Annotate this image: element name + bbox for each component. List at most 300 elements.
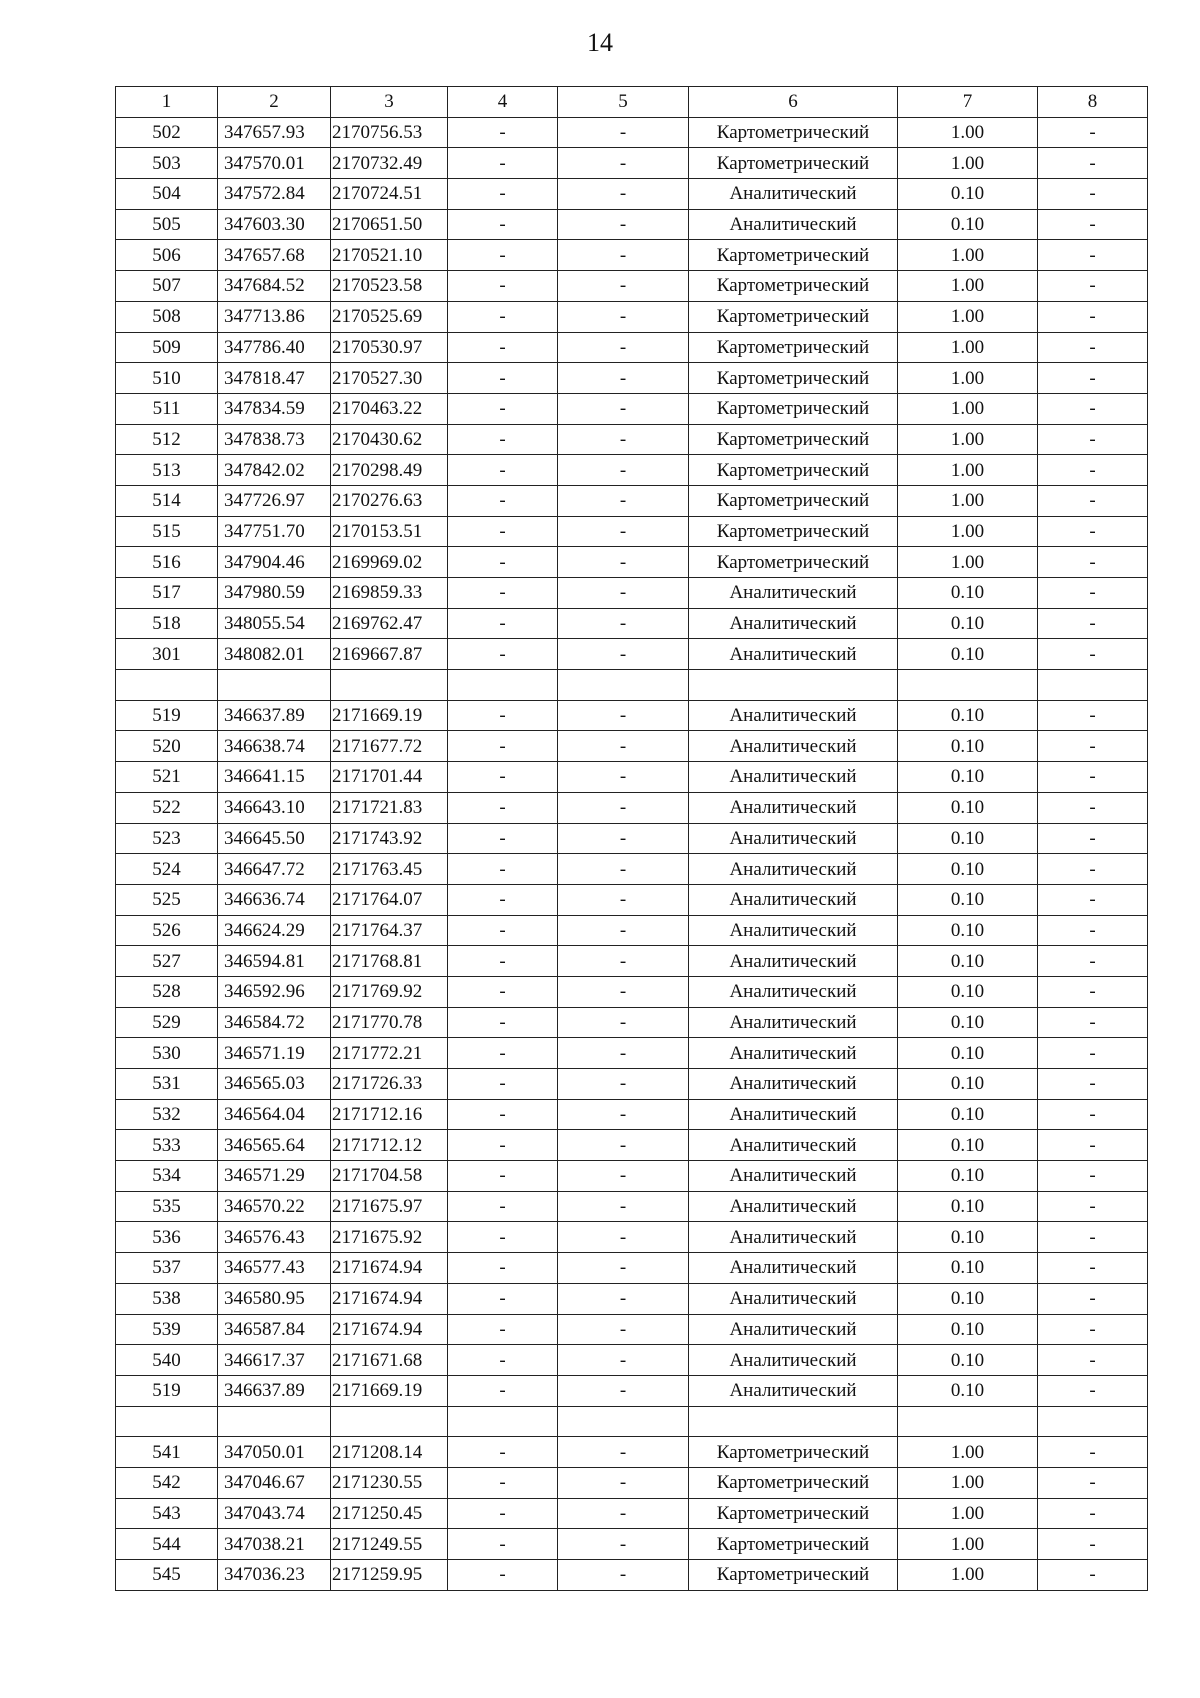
cell-y-coordinate: 2171721.83	[331, 792, 448, 823]
table-row	[116, 1314, 1148, 1345]
cell-y-coordinate: 2171675.92	[331, 1222, 448, 1253]
cell-x-coordinate: 347818.47	[218, 363, 331, 394]
cell-method	[689, 1406, 898, 1437]
cell-method: Аналитический	[689, 946, 898, 977]
cell-x-coordinate: 346638.74	[218, 731, 331, 762]
cell-point-number: 513	[116, 455, 218, 486]
cell-column-8: -	[1038, 792, 1148, 823]
table-row	[116, 1345, 1148, 1376]
cell-y-coordinate	[331, 1406, 448, 1437]
cell-accuracy: 1.00	[898, 424, 1038, 455]
cell-x-coordinate: 347980.59	[218, 578, 331, 609]
cell-y-coordinate: 2171726.33	[331, 1069, 448, 1100]
cell-point-number	[116, 1406, 218, 1437]
cell-x-coordinate: 346570.22	[218, 1191, 331, 1222]
cell-x-coordinate: 346571.29	[218, 1161, 331, 1192]
cell-point-number: 508	[116, 301, 218, 332]
table-row	[116, 762, 1148, 793]
table-row	[116, 1467, 1148, 1498]
cell-x-coordinate: 346645.50	[218, 823, 331, 854]
cell-column-5: -	[558, 363, 689, 394]
cell-column-4: -	[448, 976, 558, 1007]
cell-column-8	[1038, 670, 1148, 701]
cell-column-5: -	[558, 762, 689, 793]
cell-y-coordinate: 2171259.95	[331, 1560, 448, 1591]
cell-column-5: -	[558, 731, 689, 762]
cell-column-8: -	[1038, 731, 1148, 762]
cell-point-number: 530	[116, 1038, 218, 1069]
cell-column-5: -	[558, 1498, 689, 1529]
cell-column-8: -	[1038, 608, 1148, 639]
table-row	[116, 823, 1148, 854]
cell-accuracy: 0.10	[898, 1283, 1038, 1314]
cell-y-coordinate: 2170430.62	[331, 424, 448, 455]
cell-y-coordinate: 2170525.69	[331, 301, 448, 332]
cell-accuracy: 0.10	[898, 700, 1038, 731]
cell-column-8: -	[1038, 117, 1148, 148]
cell-x-coordinate: 347038.21	[218, 1529, 331, 1560]
cell-column-8: -	[1038, 1069, 1148, 1100]
cell-x-coordinate: 347751.70	[218, 516, 331, 547]
cell-accuracy: 0.10	[898, 946, 1038, 977]
table-row	[116, 915, 1148, 946]
cell-column-8: -	[1038, 1314, 1148, 1345]
cell-point-number: 522	[116, 792, 218, 823]
cell-column-4: -	[448, 117, 558, 148]
table-row	[116, 1038, 1148, 1069]
table-row	[116, 1283, 1148, 1314]
cell-accuracy: 0.10	[898, 854, 1038, 885]
cell-column-8: -	[1038, 915, 1148, 946]
cell-y-coordinate: 2171743.92	[331, 823, 448, 854]
cell-point-number: 503	[116, 148, 218, 179]
table-row	[116, 731, 1148, 762]
cell-x-coordinate: 347786.40	[218, 332, 331, 363]
table-row	[116, 884, 1148, 915]
cell-column-4: -	[448, 762, 558, 793]
cell-x-coordinate: 346637.89	[218, 700, 331, 731]
cell-column-4: -	[448, 148, 558, 179]
cell-x-coordinate: 346565.03	[218, 1069, 331, 1100]
cell-column-4: -	[448, 578, 558, 609]
cell-y-coordinate: 2171764.07	[331, 884, 448, 915]
cell-y-coordinate: 2171701.44	[331, 762, 448, 793]
cell-column-4: -	[448, 823, 558, 854]
cell-y-coordinate: 2171671.68	[331, 1345, 448, 1376]
cell-y-coordinate: 2171675.97	[331, 1191, 448, 1222]
cell-column-8: -	[1038, 854, 1148, 885]
cell-accuracy: 0.10	[898, 1375, 1038, 1406]
cell-method: Аналитический	[689, 762, 898, 793]
cell-method: Аналитический	[689, 1191, 898, 1222]
cell-column-5: -	[558, 1283, 689, 1314]
cell-point-number: 540	[116, 1345, 218, 1376]
page-number: 14	[587, 28, 613, 57]
cell-column-4: -	[448, 1467, 558, 1498]
cell-column-8: -	[1038, 1130, 1148, 1161]
cell-column-4: -	[448, 700, 558, 731]
cell-point-number: 512	[116, 424, 218, 455]
cell-method: Аналитический	[689, 639, 898, 670]
cell-column-4: -	[448, 1222, 558, 1253]
table-row	[116, 946, 1148, 977]
cell-point-number	[116, 670, 218, 701]
cell-accuracy: 0.10	[898, 639, 1038, 670]
cell-accuracy: 1.00	[898, 117, 1038, 148]
cell-method: Аналитический	[689, 608, 898, 639]
cell-point-number: 515	[116, 516, 218, 547]
cell-column-5: -	[558, 700, 689, 731]
cell-y-coordinate: 2171669.19	[331, 700, 448, 731]
cell-column-8: -	[1038, 1161, 1148, 1192]
cell-column-8: -	[1038, 1099, 1148, 1130]
cell-method: Аналитический	[689, 854, 898, 885]
cell-x-coordinate: 347603.30	[218, 209, 331, 240]
cell-method: Картометрический	[689, 424, 898, 455]
cell-method: Картометрический	[689, 393, 898, 424]
cell-method: Аналитический	[689, 179, 898, 210]
table-row	[116, 578, 1148, 609]
column-header-5: 5	[558, 87, 689, 118]
cell-column-4: -	[448, 179, 558, 210]
cell-column-5: -	[558, 1467, 689, 1498]
cell-point-number: 526	[116, 915, 218, 946]
cell-method: Картометрический	[689, 332, 898, 363]
cell-accuracy: 0.10	[898, 608, 1038, 639]
cell-x-coordinate: 346592.96	[218, 976, 331, 1007]
cell-column-8: -	[1038, 1560, 1148, 1591]
cell-column-5: -	[558, 148, 689, 179]
cell-x-coordinate: 346636.74	[218, 884, 331, 915]
cell-y-coordinate: 2170651.50	[331, 209, 448, 240]
table-row	[116, 639, 1148, 670]
table-row	[116, 1406, 1148, 1437]
cell-method: Картометрический	[689, 1437, 898, 1468]
cell-column-5: -	[558, 1529, 689, 1560]
cell-column-8: -	[1038, 271, 1148, 302]
cell-point-number: 514	[116, 485, 218, 516]
cell-method: Аналитический	[689, 976, 898, 1007]
table-row	[116, 608, 1148, 639]
cell-x-coordinate: 347046.67	[218, 1467, 331, 1498]
cell-method: Аналитический	[689, 1007, 898, 1038]
cell-y-coordinate: 2171770.78	[331, 1007, 448, 1038]
cell-point-number: 531	[116, 1069, 218, 1100]
table-row	[116, 1498, 1148, 1529]
table-row	[116, 700, 1148, 731]
cell-x-coordinate: 346584.72	[218, 1007, 331, 1038]
cell-column-4: -	[448, 608, 558, 639]
table-row	[116, 1069, 1148, 1100]
table-row	[116, 1099, 1148, 1130]
cell-x-coordinate: 347842.02	[218, 455, 331, 486]
table-row	[116, 209, 1148, 240]
cell-y-coordinate: 2171769.92	[331, 976, 448, 1007]
cell-column-4: -	[448, 884, 558, 915]
cell-column-4: -	[448, 363, 558, 394]
cell-column-8: -	[1038, 363, 1148, 394]
table-row	[116, 240, 1148, 271]
cell-y-coordinate: 2171677.72	[331, 731, 448, 762]
cell-point-number: 537	[116, 1253, 218, 1284]
cell-accuracy: 0.10	[898, 1314, 1038, 1345]
cell-y-coordinate: 2171772.21	[331, 1038, 448, 1069]
cell-method: Аналитический	[689, 1314, 898, 1345]
cell-column-8: -	[1038, 179, 1148, 210]
cell-point-number: 520	[116, 731, 218, 762]
cell-column-5: -	[558, 946, 689, 977]
cell-x-coordinate: 347572.84	[218, 179, 331, 210]
cell-column-5: -	[558, 424, 689, 455]
cell-column-5: -	[558, 1007, 689, 1038]
cell-method: Картометрический	[689, 117, 898, 148]
cell-accuracy: 1.00	[898, 1467, 1038, 1498]
cell-x-coordinate: 347043.74	[218, 1498, 331, 1529]
cell-column-8: -	[1038, 639, 1148, 670]
cell-column-5: -	[558, 1375, 689, 1406]
cell-x-coordinate: 346637.89	[218, 1375, 331, 1406]
cell-point-number: 534	[116, 1161, 218, 1192]
cell-column-5: -	[558, 823, 689, 854]
cell-y-coordinate: 2171669.19	[331, 1375, 448, 1406]
cell-method: Аналитический	[689, 700, 898, 731]
cell-column-4	[448, 670, 558, 701]
coordinates-table	[115, 86, 1148, 1591]
cell-column-4: -	[448, 393, 558, 424]
cell-column-8: -	[1038, 455, 1148, 486]
cell-column-5	[558, 1406, 689, 1437]
column-header-2: 2	[218, 87, 331, 118]
cell-column-5: -	[558, 240, 689, 271]
cell-column-5: -	[558, 608, 689, 639]
cell-y-coordinate: 2170153.51	[331, 516, 448, 547]
cell-column-5: -	[558, 639, 689, 670]
cell-point-number: 301	[116, 639, 218, 670]
cell-point-number: 523	[116, 823, 218, 854]
cell-method: Картометрический	[689, 455, 898, 486]
cell-accuracy: 0.10	[898, 762, 1038, 793]
cell-point-number: 521	[116, 762, 218, 793]
cell-column-8: -	[1038, 1345, 1148, 1376]
cell-method: Аналитический	[689, 1222, 898, 1253]
cell-accuracy: 1.00	[898, 332, 1038, 363]
cell-column-5: -	[558, 1560, 689, 1591]
cell-column-8: -	[1038, 946, 1148, 977]
cell-method: Картометрический	[689, 148, 898, 179]
cell-x-coordinate: 346564.04	[218, 1099, 331, 1130]
table-row	[116, 547, 1148, 578]
cell-point-number: 518	[116, 608, 218, 639]
cell-method: Картометрический	[689, 1467, 898, 1498]
cell-column-8: -	[1038, 209, 1148, 240]
cell-y-coordinate: 2169859.33	[331, 578, 448, 609]
cell-column-4: -	[448, 1191, 558, 1222]
cell-method: Аналитический	[689, 1253, 898, 1284]
cell-accuracy: 1.00	[898, 547, 1038, 578]
cell-y-coordinate: 2169762.47	[331, 608, 448, 639]
cell-accuracy: 0.10	[898, 1161, 1038, 1192]
cell-column-5: -	[558, 271, 689, 302]
cell-column-8: -	[1038, 424, 1148, 455]
cell-accuracy: 1.00	[898, 148, 1038, 179]
cell-point-number: 538	[116, 1283, 218, 1314]
cell-column-4: -	[448, 547, 558, 578]
cell-x-coordinate: 347657.93	[218, 117, 331, 148]
cell-method: Картометрический	[689, 1498, 898, 1529]
cell-y-coordinate: 2171674.94	[331, 1314, 448, 1345]
cell-x-coordinate: 346565.64	[218, 1130, 331, 1161]
cell-column-8: -	[1038, 1191, 1148, 1222]
cell-accuracy: 0.10	[898, 823, 1038, 854]
table-row	[116, 516, 1148, 547]
cell-method	[689, 670, 898, 701]
cell-accuracy: 0.10	[898, 1007, 1038, 1038]
cell-column-4	[448, 1406, 558, 1437]
cell-column-8: -	[1038, 332, 1148, 363]
cell-method: Аналитический	[689, 1375, 898, 1406]
cell-column-5: -	[558, 547, 689, 578]
cell-point-number: 529	[116, 1007, 218, 1038]
cell-x-coordinate: 347036.23	[218, 1560, 331, 1591]
cell-accuracy: 0.10	[898, 731, 1038, 762]
cell-column-8: -	[1038, 1222, 1148, 1253]
cell-y-coordinate: 2171249.55	[331, 1529, 448, 1560]
cell-x-coordinate: 346641.15	[218, 762, 331, 793]
cell-column-5: -	[558, 1437, 689, 1468]
cell-column-4: -	[448, 332, 558, 363]
cell-method: Аналитический	[689, 1038, 898, 1069]
cell-x-coordinate: 346643.10	[218, 792, 331, 823]
cell-x-coordinate: 346576.43	[218, 1222, 331, 1253]
cell-method: Картометрический	[689, 485, 898, 516]
cell-x-coordinate: 348082.01	[218, 639, 331, 670]
cell-column-5: -	[558, 332, 689, 363]
cell-column-8: -	[1038, 578, 1148, 609]
cell-column-4: -	[448, 424, 558, 455]
table-row	[116, 1130, 1148, 1161]
cell-column-5: -	[558, 1253, 689, 1284]
cell-x-coordinate: 346571.19	[218, 1038, 331, 1069]
cell-column-4: -	[448, 1007, 558, 1038]
cell-method: Картометрический	[689, 547, 898, 578]
cell-y-coordinate: 2171674.94	[331, 1253, 448, 1284]
cell-column-8: -	[1038, 516, 1148, 547]
cell-accuracy: 1.00	[898, 1560, 1038, 1591]
cell-column-5: -	[558, 455, 689, 486]
cell-column-4: -	[448, 854, 558, 885]
cell-accuracy: 1.00	[898, 363, 1038, 394]
cell-point-number: 516	[116, 547, 218, 578]
cell-method: Аналитический	[689, 1161, 898, 1192]
cell-point-number: 541	[116, 1437, 218, 1468]
cell-accuracy: 0.10	[898, 792, 1038, 823]
cell-accuracy: 1.00	[898, 516, 1038, 547]
cell-column-4: -	[448, 1038, 558, 1069]
cell-point-number: 535	[116, 1191, 218, 1222]
cell-column-8: -	[1038, 1375, 1148, 1406]
cell-column-8: -	[1038, 700, 1148, 731]
table-row	[116, 854, 1148, 885]
cell-column-5: -	[558, 393, 689, 424]
cell-point-number: 505	[116, 209, 218, 240]
cell-method: Картометрический	[689, 240, 898, 271]
cell-column-5	[558, 670, 689, 701]
cell-column-8: -	[1038, 240, 1148, 271]
cell-y-coordinate: 2170756.53	[331, 117, 448, 148]
column-header-1: 1	[116, 87, 218, 118]
cell-point-number: 528	[116, 976, 218, 1007]
cell-point-number: 544	[116, 1529, 218, 1560]
table-row	[116, 1437, 1148, 1468]
cell-point-number: 533	[116, 1130, 218, 1161]
cell-point-number: 543	[116, 1498, 218, 1529]
table-row	[116, 1007, 1148, 1038]
cell-accuracy: 1.00	[898, 271, 1038, 302]
cell-accuracy: 0.10	[898, 179, 1038, 210]
cell-y-coordinate: 2171712.12	[331, 1130, 448, 1161]
cell-y-coordinate: 2169969.02	[331, 547, 448, 578]
cell-accuracy: 1.00	[898, 455, 1038, 486]
cell-point-number: 525	[116, 884, 218, 915]
cell-accuracy: 0.10	[898, 1191, 1038, 1222]
cell-method: Аналитический	[689, 1283, 898, 1314]
cell-point-number: 524	[116, 854, 218, 885]
table-row	[116, 301, 1148, 332]
cell-method: Картометрический	[689, 1529, 898, 1560]
cell-column-8: -	[1038, 547, 1148, 578]
cell-column-4: -	[448, 1253, 558, 1284]
cell-x-coordinate: 347904.46	[218, 547, 331, 578]
cell-column-4: -	[448, 1283, 558, 1314]
cell-method: Аналитический	[689, 1069, 898, 1100]
cell-accuracy: 1.00	[898, 485, 1038, 516]
cell-y-coordinate: 2170523.58	[331, 271, 448, 302]
cell-accuracy: 1.00	[898, 393, 1038, 424]
cell-accuracy: 0.10	[898, 915, 1038, 946]
cell-column-5: -	[558, 1099, 689, 1130]
cell-column-8: -	[1038, 1467, 1148, 1498]
cell-y-coordinate: 2170527.30	[331, 363, 448, 394]
cell-column-4: -	[448, 946, 558, 977]
cell-column-8: -	[1038, 884, 1148, 915]
table-row	[116, 976, 1148, 1007]
table-row	[116, 179, 1148, 210]
table-row	[116, 670, 1148, 701]
cell-column-8: -	[1038, 1498, 1148, 1529]
cell-y-coordinate: 2170732.49	[331, 148, 448, 179]
cell-point-number: 517	[116, 578, 218, 609]
cell-column-4: -	[448, 516, 558, 547]
table-row	[116, 1529, 1148, 1560]
cell-accuracy: 0.10	[898, 884, 1038, 915]
cell-x-coordinate	[218, 1406, 331, 1437]
cell-column-5: -	[558, 1038, 689, 1069]
cell-x-coordinate: 347050.01	[218, 1437, 331, 1468]
table-row	[116, 1560, 1148, 1591]
column-header-7: 7	[898, 87, 1038, 118]
cell-column-4: -	[448, 485, 558, 516]
cell-accuracy: 0.10	[898, 578, 1038, 609]
cell-column-4: -	[448, 639, 558, 670]
cell-column-8: -	[1038, 762, 1148, 793]
cell-accuracy: 0.10	[898, 209, 1038, 240]
cell-column-4: -	[448, 1375, 558, 1406]
cell-point-number: 502	[116, 117, 218, 148]
cell-column-4: -	[448, 1345, 558, 1376]
cell-column-4: -	[448, 792, 558, 823]
cell-point-number: 532	[116, 1099, 218, 1130]
cell-column-5: -	[558, 1130, 689, 1161]
